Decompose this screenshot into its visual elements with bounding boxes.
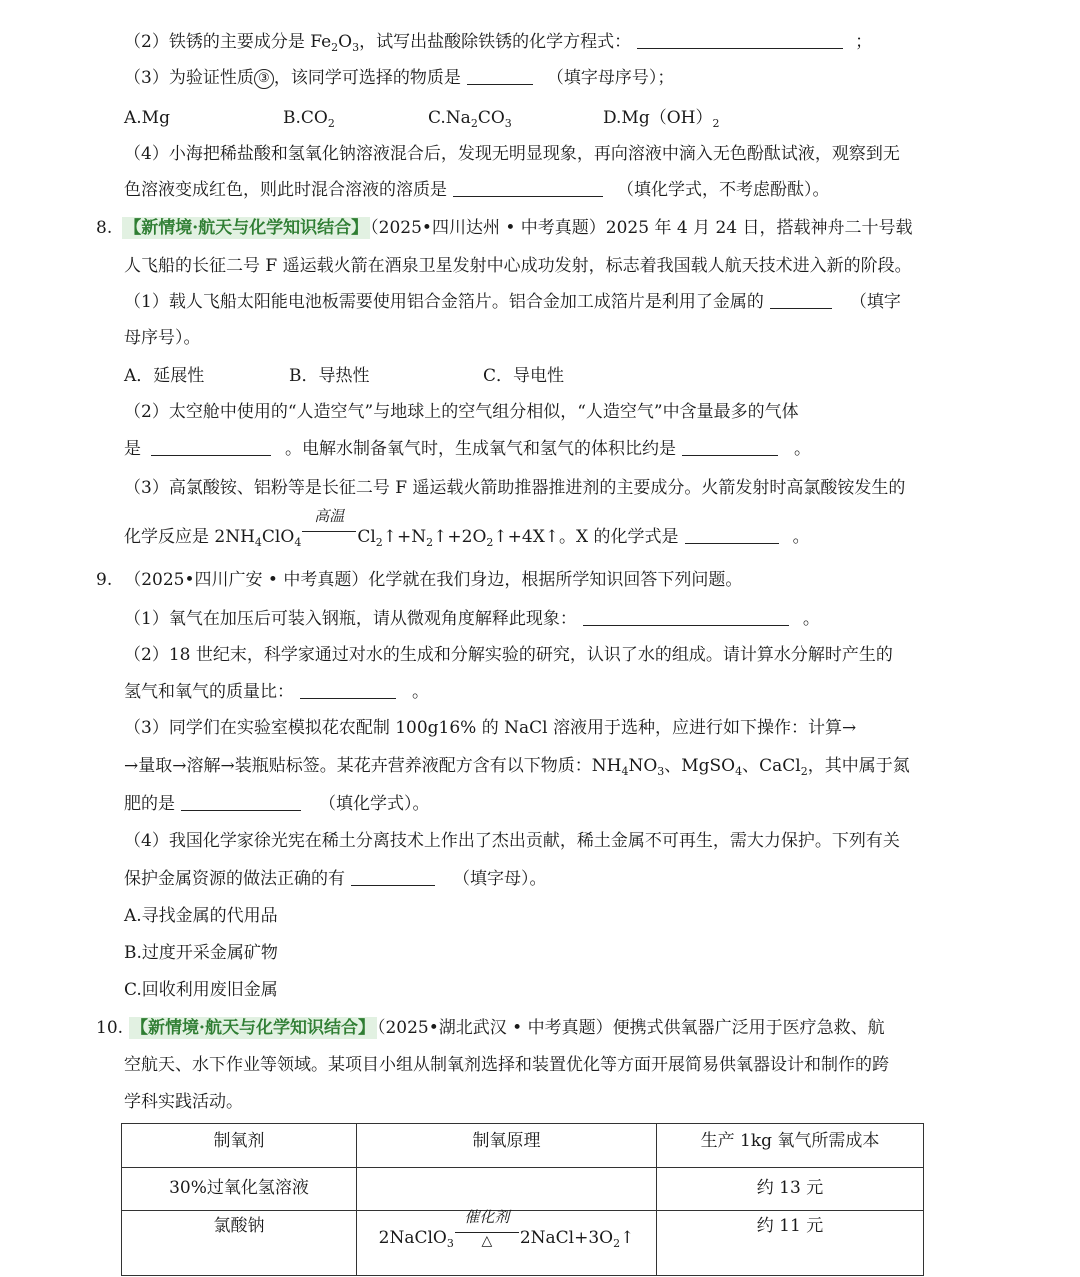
equation-text: ↑+2O <box>433 527 487 547</box>
answer-blank[interactable] <box>151 437 271 456</box>
equation-text: 2NaCl+3O <box>519 1228 614 1248</box>
equation-text: 。 <box>792 527 810 547</box>
q8-part1-line2: 母序号）。 <box>124 328 201 348</box>
table-row <box>122 1211 924 1276</box>
q8-option-a: A．延展性 <box>124 366 205 386</box>
q8-part3-line1: （3）高氯酸铵、铝粉等是长征二号 F 遥运载火箭助推器推进剂的主要成分。火箭发射时高氯酸铵发生的 <box>124 478 906 498</box>
equation-text: ClO <box>261 527 295 547</box>
table-cell <box>357 1168 657 1211</box>
reaction-arrow-line <box>302 531 356 532</box>
q9-option-c: C.回收利用废旧金属 <box>124 980 278 1000</box>
question-number: 8. <box>96 218 113 238</box>
q8-part1-line1 <box>124 290 901 314</box>
q9-part1-text: （1）氧气在加压后可装入钢瓶，请从微观角度解释此现象： <box>124 609 577 629</box>
q9-option-b: B.过度开采金属矿物 <box>124 943 278 963</box>
q8-line2: 人飞船的长征二号 F 遥运载火箭在酒泉卫星发射中心成功发射，标志着我国载人航天技术进入新的阶段。 <box>124 256 912 276</box>
q8-option-b: B．导热性 <box>289 366 370 386</box>
q9-part3-line2 <box>124 754 910 778</box>
subscript: 3 <box>657 765 665 778</box>
q8-part2-text: 。 <box>794 439 811 459</box>
q7-part3 <box>124 66 674 90</box>
condition-label: 催化剂 <box>464 1208 510 1226</box>
table-header: 制氧剂 <box>122 1124 357 1168</box>
circled-number: ③ <box>254 69 274 89</box>
q9-part3-text: ，其中属于氮 <box>807 756 910 776</box>
heat-symbol: △ <box>481 1233 493 1249</box>
subscript: 2 <box>800 765 808 778</box>
q7-part4-text: 色溶液变成红色，则此时混合溶液的溶质是 <box>124 180 447 200</box>
q9-part3-text: 肥的是 <box>124 794 175 814</box>
q9-part3-line3 <box>124 792 430 816</box>
subscript: 3 <box>352 41 360 54</box>
answer-blank[interactable] <box>583 607 789 626</box>
oxygen-agent-table <box>121 1123 924 1276</box>
q8-part2-text: 。电解水制备氧气时，生成氧气和氢气的体积比约是 <box>285 439 676 459</box>
q9-part4-text: 保护金属资源的做法正确的有 <box>124 869 345 889</box>
answer-blank[interactable] <box>453 178 603 197</box>
q7-option-a: A.Mg <box>124 108 170 128</box>
q7-part2-text: O <box>338 32 353 52</box>
q8-part2-text: 是 <box>124 439 141 459</box>
subscript: 2 <box>375 536 383 549</box>
subscript: 4 <box>621 765 629 778</box>
option-text: B.CO <box>283 108 328 128</box>
answer-blank[interactable] <box>467 66 533 85</box>
q8-line1 <box>96 216 913 240</box>
table-cell: 30%过氧化氢溶液 <box>122 1168 357 1211</box>
q8-part1-text: （1）载人飞船太阳能电池板需要使用铝合金箔片。铝合金加工成箔片是利用了金属的 <box>124 292 764 312</box>
q9-part4-line1: （4）我国化学家徐光宪在稀土分离技术上作出了杰出贡献，稀土金属不可再生，需大力保护。下列有关 <box>124 831 900 851</box>
table-row <box>122 1168 924 1211</box>
condition-label: 高温 <box>314 507 345 525</box>
answer-blank[interactable] <box>637 30 843 49</box>
q7-option-d <box>603 106 719 130</box>
subscript: 3 <box>504 117 512 130</box>
context-tag: 【新情境·航天与化学知识结合】 <box>124 218 369 238</box>
answer-blank[interactable] <box>682 437 778 456</box>
q7-part4-line1: （4）小海把稀盐酸和氢氧化钠溶液混合后，发现无明显现象，再向溶液中滴入无色酚酞试液，观察到无 <box>124 144 900 164</box>
subscript: 2 <box>486 536 494 549</box>
q8-part2-line2 <box>124 437 811 461</box>
equation-text: ↑ <box>620 1228 635 1248</box>
q10-line1 <box>96 1016 885 1040</box>
reaction-condition <box>455 1208 519 1249</box>
q7-part2-text: ，试写出盐酸除铁锈的化学方程式： <box>359 32 632 52</box>
answer-blank[interactable] <box>685 525 779 544</box>
answer-blank[interactable] <box>300 680 396 699</box>
q7-part3-text: ，该同学可选择的物质是 <box>273 68 461 88</box>
q9-part4-line2 <box>124 867 547 891</box>
subscript: 2 <box>426 536 434 549</box>
q9-option-a: A.寻找金属的代用品 <box>124 906 278 926</box>
table-cell: 约 13 元 <box>657 1168 924 1211</box>
table-header-row <box>122 1124 924 1168</box>
q7-part3-text: （填字母序号）； <box>546 68 675 88</box>
q10-line3: 学科实践活动。 <box>124 1092 243 1112</box>
q7-part2 <box>124 30 872 54</box>
answer-blank[interactable] <box>181 792 301 811</box>
subscript: 2 <box>712 117 720 130</box>
subscript: 3 <box>446 1237 454 1250</box>
equation-text: ↑+4X↑。X 的化学式是 <box>493 527 679 547</box>
option-text: CO <box>477 108 505 128</box>
subscript: 2 <box>470 117 478 130</box>
q9-part3-text: 、CaCl <box>742 756 801 776</box>
q8-part2-line1: （2）太空舱中使用的“人造空气”与地球上的空气组分相似，“人造空气”中含量最多的气体 <box>124 402 799 422</box>
q8-part1-text: （填字 <box>849 292 901 312</box>
subscript: 4 <box>254 536 262 549</box>
q7-part4-line2 <box>124 178 830 202</box>
q9-part2-text: 氢气和氧气的质量比： <box>124 682 294 702</box>
q8-option-c: C．导电性 <box>483 366 565 386</box>
q9-part3-text: NO <box>628 756 658 776</box>
q10-line2: 空航天、水下作业等领域。某项目小组从制氧剂选择和装置优化等方面开展简易供氧器设计和制作的跨 <box>124 1055 889 1075</box>
q7-part2-end: ； <box>855 32 873 52</box>
subscript: 2 <box>327 117 335 130</box>
q9-part3-line1: （3）同学们在实验室模拟花农配制 100g16% 的 NaCl 溶液用于选种，应进行如下操作：计算→ <box>124 718 857 738</box>
q9-part4-text: （填字母）。 <box>453 869 547 889</box>
subscript: 2 <box>331 41 339 54</box>
q8-part3-line2 <box>124 507 810 549</box>
option-text: C.Na <box>428 108 471 128</box>
q9-part2-text: 。 <box>412 682 429 702</box>
q9-part1 <box>124 607 820 631</box>
q9-part3-text: →量取→溶解→装瓶贴标签。某花卉营养液配方含有以下物质：NH <box>124 756 622 776</box>
subscript: 4 <box>294 536 302 549</box>
table-cell: 约 11 元 <box>657 1211 924 1276</box>
table-header: 生产 1kg 氧气所需成本 <box>657 1124 924 1168</box>
context-tag: 【新情境·航天与化学知识结合】 <box>131 1018 375 1038</box>
table-cell: 氯酸钠 <box>122 1211 357 1276</box>
subscript: 4 <box>735 765 743 778</box>
table-header: 制氧原理 <box>357 1124 657 1168</box>
q9-part3-text: 、MgSO <box>664 756 736 776</box>
equation-text: Cl <box>357 527 376 547</box>
q9-part1-text: 。 <box>802 609 820 629</box>
q7-option-c <box>428 106 512 130</box>
q9-part2-line1: （2）18 世纪末，科学家通过对水的生成和分解实验的研究，认识了水的组成。请计算水分解时产生的 <box>124 645 893 665</box>
q9-part3-text: （填化学式）。 <box>319 794 430 814</box>
q7-option-b <box>283 106 335 130</box>
q7-part2-text: （2）铁锈的主要成分是 Fe <box>124 32 332 52</box>
table-cell-equation <box>357 1208 657 1276</box>
option-text: D.Mg（OH） <box>603 108 713 128</box>
q8-text: （2025•四川达州 • 中考真题）2025 年 4 月 24 日，搭载神舟二十号载 <box>370 218 913 238</box>
q9-part2-line2 <box>124 680 429 704</box>
q7-part3-text: （3）为验证性质 <box>124 68 254 88</box>
equation-text: 化学反应是 2NH <box>124 527 255 547</box>
answer-blank[interactable] <box>770 290 832 309</box>
question-number: 10. <box>96 1018 124 1038</box>
q9-line1 <box>96 568 742 592</box>
q7-part4-text: （填化学式，不考虑酚酞）。 <box>617 180 830 200</box>
subscript: 2 <box>613 1237 621 1250</box>
decomposition-equation <box>378 1208 635 1250</box>
q9-text: （2025•四川广安 • 中考真题）化学就在我们身边，根据所学知识回答下列问题。 <box>124 570 743 590</box>
equation-text: ↑+N <box>382 527 427 547</box>
answer-blank[interactable] <box>351 867 435 886</box>
reaction-condition <box>302 507 356 542</box>
equation-text: 2NaClO <box>378 1228 447 1248</box>
question-number: 9. <box>96 570 113 590</box>
q10-text: （2025•湖北武汉 • 中考真题）便携式供氧器广泛用于医疗急救、航 <box>376 1018 885 1038</box>
